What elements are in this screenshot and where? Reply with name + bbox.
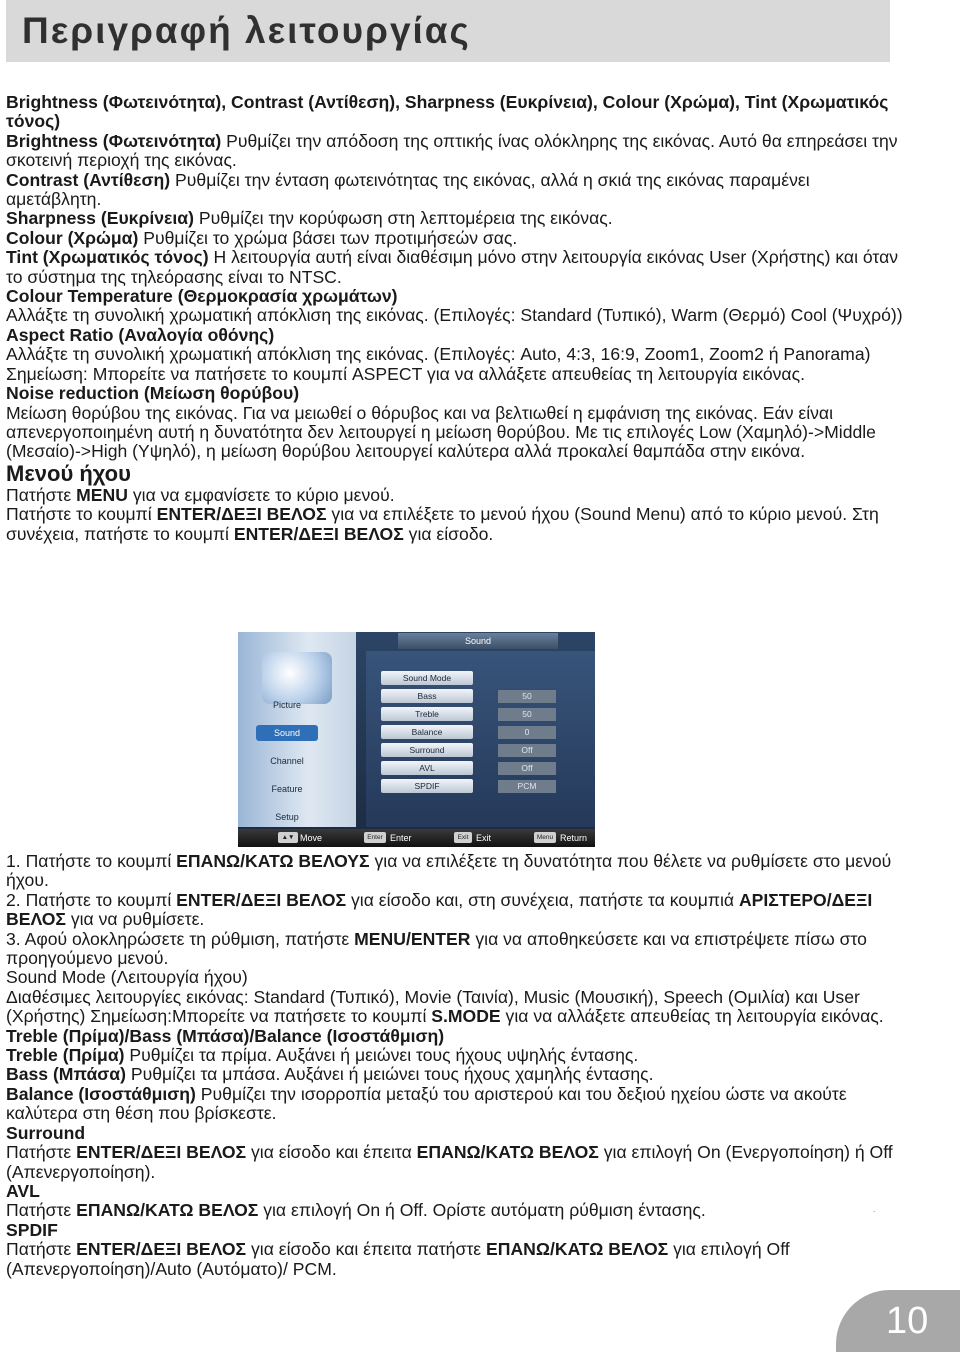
text: Ρυθμίζει τα πρίμα. Αυξάνει ή μειώνει τους ήχους υψηλής έντασης.	[124, 1045, 639, 1066]
footer-enter: Enter	[390, 833, 412, 843]
text: για είσοδο και έπειτα	[246, 1142, 417, 1163]
bold-heading: Treble (Πρίμα)	[6, 1045, 125, 1066]
text: Πατήστε το κουμπί	[20, 889, 177, 910]
spdif-value: PCM	[498, 780, 556, 793]
bold-heading: Sharpness (Ευκρίνεια)	[6, 208, 194, 229]
paragraph	[6, 1124, 906, 1143]
text: για είσοδο και, στη συνέχεια, πατήστε τα κουμπιά	[346, 889, 739, 910]
paragraph	[6, 93, 906, 132]
treble-value: 50	[498, 708, 556, 721]
text: Σημείωση: Μπορείτε να πατήσετε το κουμπί ASPECT για να αλλάξετε απευθείας τη λειτουργία εικόνας.	[6, 363, 805, 384]
sidebar-item-channel[interactable]: Channel	[270, 756, 304, 766]
sidebar-item-feature[interactable]: Feature	[271, 784, 303, 794]
bold-heading: Brightness (Φωτεινότητα)	[6, 130, 222, 151]
key-label: S.MODE	[431, 1006, 501, 1027]
text: για είσοδο και έπειτα πατήστε	[246, 1239, 487, 1260]
text: Αλλάξτε τη συνολική χρωματική απόκλιση της εικόνας. (Επιλογές: Auto, 4:3, 16:9, Zoom1, Zoom2 ή Panorama)	[6, 344, 871, 365]
menu-key-icon: Menu	[534, 832, 556, 843]
exit-key-icon: Exit	[454, 832, 472, 843]
paragraph	[6, 306, 906, 325]
step-item	[6, 852, 906, 891]
text: Πατήστε	[6, 1200, 77, 1221]
key-label: MENU/ENTER	[354, 928, 471, 949]
sound-mode-title: Sound Mode (Λειτουργία ήχου)	[6, 967, 248, 988]
text: για επιλογή Off (Απενεργοποίηση)/Auto (Αυτόματο)/ PCM.	[6, 1239, 790, 1279]
key-label: ΕΠΑΝΩ/ΚΑΤΩ ΒΕΛΟΥΣ	[176, 851, 370, 871]
paragraph	[6, 209, 906, 228]
paragraph	[6, 229, 906, 248]
footer-exit: Exit	[476, 833, 492, 843]
text: για να αποθηκεύσετε και να επιστρέψετε πίσω στο προηγούμενο μενού.	[6, 928, 867, 969]
paragraph	[6, 287, 906, 306]
text: Αλλάξτε τη συνολική χρωματική απόκλιση της εικόνας. (Επιλογές: Standard (Τυπικό), Warm (Θερμό) Cool (Ψυχρό))	[6, 305, 903, 326]
bold-heading: Brightness (Φωτεινότητα), Contrast (Αντίθεση), Sharpness (Ευκρίνεια), Colour (Χρώμα), Tint (Χρωματικός τόνος)	[6, 92, 889, 132]
text: Ρυθμίζει την απόδοση της οπτικής ίνας ολόκληρης της εικόνας. Αυτό θα επηρεάσει την σκοτεινή περιοχή της εικόνας.	[6, 130, 898, 171]
paragraph	[6, 1065, 906, 1084]
step-item	[6, 891, 906, 930]
paragraph	[6, 326, 906, 345]
key-label: ENTER/ΔΕΞΙ ΒΕΛΟΣ	[156, 504, 327, 525]
paragraph	[6, 345, 906, 364]
step-item	[6, 930, 906, 969]
menu-item-balance[interactable]: Balance	[381, 725, 473, 739]
key-label: ΑΡΙΣΤΕΡΟ/ΔΕΞΙ ΒΕΛΟΣ	[6, 889, 873, 930]
bold-heading: Colour (Χρώμα)	[6, 227, 139, 248]
paragraph	[6, 404, 906, 462]
menu-item-surround[interactable]: Surround	[381, 743, 473, 757]
sidebar-item-picture[interactable]: Picture	[272, 700, 301, 710]
sidebar-item-sound[interactable]: Sound	[256, 725, 318, 741]
enter-key-icon: Enter	[364, 832, 386, 843]
osd-footer	[238, 829, 595, 847]
text: Μείωση θορύβου της εικόνας. Για να μειωθεί ο θόρυβος και να βελτιωθεί η εμφάνιση της εικόνας. Εάν είναι απενεργοποιημένη αυτή η δυνατότητα δεν λειτουργεί η μείωση θορύβου. Με τις επιλογές Low (Χαμηλό)->Middle (Μεσαίο)->High (Υψηλό), η μείωση θορύβου λειτουργεί καλύτερα αλλά προκαλεί θαμπάδα στην εικόνα.	[6, 402, 876, 462]
menu-item-avl[interactable]: AVL	[381, 761, 473, 775]
text: Αφού ολοκληρώσετε τη ρύθμιση, πατήστε	[20, 928, 355, 949]
bold-heading: Aspect Ratio (Αναλογία οθόνης)	[6, 324, 275, 345]
bold-heading: Surround	[6, 1122, 86, 1143]
osd-title: Sound	[398, 633, 558, 649]
text: για να επιλέξετε το μενού ήχου (Sound Menu) από το κύριο μενού. Στη συνέχεια, πατήστε το κουμπί	[6, 504, 879, 544]
text: Ρυθμίζει την ένταση φωτεινότητας της εικόνας, αλλά η σκιά της εικόνας παραμένει αμετάβλητη.	[6, 169, 810, 210]
paragraph	[6, 486, 906, 505]
paragraph	[6, 1027, 906, 1046]
bold-heading: SPDIF	[6, 1219, 58, 1240]
page-title: Περιγραφή λειτουργίας	[22, 10, 471, 51]
osd-sidebar	[238, 632, 356, 827]
key-label: ENTER/ΔΕΞΙ ΒΕΛΟΣ	[233, 523, 404, 544]
paragraph	[6, 988, 906, 1027]
text: για επιλογή On (Ενεργοποίηση) ή Off (Απενεργοποίηση).	[6, 1142, 893, 1182]
menu-item-bass[interactable]: Bass	[381, 689, 473, 703]
bold-heading: Colour Temperature (Θερμοκρασία χρωμάτων)	[6, 286, 398, 307]
key-label: ΕΠΑΝΩ/ΚΑΤΩ ΒΕΛΟΣ	[486, 1239, 669, 1260]
sidebar-item-setup[interactable]: Setup	[275, 812, 299, 822]
text: Ρυθμίζει το χρώμα βάσει των προτιμήσεών σας.	[138, 227, 518, 248]
step-number: 3.	[6, 928, 21, 949]
text: για να ρυθμίσετε.	[65, 909, 205, 930]
text: για επιλογή On ή Off. Ορίστε αυτόματη ρύθμιση έντασης.	[258, 1200, 706, 1221]
key-label: ENTER/ΔΕΞΙ ΒΕΛΟΣ	[76, 1239, 247, 1260]
paragraph	[6, 1221, 906, 1240]
text: για να αλλάξετε απευθείας τη λειτουργία εικόνας.	[500, 1006, 884, 1027]
move-key-icon: ▲▼	[278, 832, 298, 843]
balance-value: 0	[498, 726, 556, 739]
header-bar	[6, 0, 890, 62]
text: Ρυθμίζει την ισορροπία μεταξύ του αριστερού και του δεξιού ηχείου ώστε να ακούτε καλύτερα στη θέση που βρίσκεστε.	[6, 1083, 847, 1124]
text: για να εμφανίσετε το κύριο μενού.	[127, 484, 395, 505]
text: Πατήστε το κουμπί	[6, 504, 157, 525]
bold-heading: Treble (Πρίμα)/Bass (Μπάσα)/Balance (Ισοστάθμιση)	[6, 1025, 445, 1046]
footer-return: Return	[560, 833, 588, 843]
text: Διαθέσιμες λειτουργίες εικόνας: Standard (Τυπικό), Movie (Ταινία), Music (Μουσική), Speech (Ομιλία) και User (Χρήστης) Σημείωση:Μπορείτε να πατήσετε το κουμπί	[6, 986, 860, 1027]
paragraph	[6, 1182, 906, 1201]
paragraph	[6, 1085, 906, 1124]
text: Η λειτουργία αυτή είναι διαθέσιμη μόνο στην λειτουργία εικόνας User (Χρήστης) και όταν το σύστημα της τηλεόρασης είναι το NTSC.	[6, 247, 899, 287]
paragraph	[6, 505, 906, 544]
menu-item-spdif[interactable]: SPDIF	[381, 779, 473, 793]
paragraph	[6, 365, 906, 384]
bass-value: 50	[498, 690, 556, 703]
bold-heading: Noise reduction (Μείωση θορύβου)	[6, 383, 300, 404]
paragraph	[6, 1201, 906, 1220]
paragraph	[6, 132, 906, 171]
text: για να επιλέξετε τη δυνατότητα που θέλετε να ρυθμίσετε στο μενού ήχου.	[6, 851, 892, 891]
text: Πατήστε	[6, 1142, 77, 1163]
sound-settings-section	[6, 852, 906, 1279]
text: Ρυθμίζει τα μπάσα. Αυξάνει ή μειώνει τους ήχους χαμηλής έντασης.	[125, 1064, 654, 1085]
text: για είσοδο.	[403, 523, 494, 544]
text: Πατήστε	[6, 484, 77, 505]
key-label: ENTER/ΔΕΞΙ ΒΕΛΟΣ	[76, 1142, 247, 1163]
menu-item-treble[interactable]: Treble	[381, 707, 473, 721]
paragraph	[6, 1143, 906, 1182]
paragraph	[6, 1046, 906, 1065]
step-number: 2.	[6, 889, 21, 910]
surround-value: Off	[498, 744, 556, 757]
sound-menu-screenshot	[238, 632, 595, 847]
paragraph	[6, 248, 906, 287]
key-label: MENU	[76, 484, 128, 505]
paragraph	[6, 1240, 906, 1279]
picture-settings-section	[6, 93, 906, 544]
paragraph	[6, 384, 906, 403]
page-number: 10	[886, 1300, 929, 1342]
key-label: ΕΠΑΝΩ/ΚΑΤΩ ΒΕΛΟΣ	[416, 1142, 599, 1163]
bold-heading: Contrast (Αντίθεση)	[6, 169, 171, 190]
key-label: ΕΠΑΝΩ/ΚΑΤΩ ΒΕΛΟΣ	[76, 1200, 259, 1221]
text: Ρυθμίζει την κορύφωση στη λεπτομέρεια της εικόνας.	[193, 208, 613, 229]
bold-heading: AVL	[6, 1180, 40, 1201]
bold-heading: Balance (Ισοστάθμιση)	[6, 1083, 196, 1104]
key-label: ENTER/ΔΕΞΙ ΒΕΛΟΣ	[176, 889, 347, 910]
paragraph	[6, 171, 906, 210]
text: Πατήστε το κουμπί	[20, 851, 177, 871]
avl-value: Off	[498, 762, 556, 775]
text: Πατήστε	[6, 1239, 77, 1260]
step-number: 1.	[6, 851, 21, 871]
footer-move: Move	[300, 833, 323, 843]
bold-heading: Bass (Μπάσα)	[6, 1064, 126, 1085]
page-number-tab	[836, 1290, 960, 1352]
decorative-dot: .	[873, 1205, 876, 1214]
menu-item-sound-mode[interactable]: Sound Mode	[381, 671, 473, 685]
bold-heading: Tint (Χρωματικός τόνος)	[6, 247, 209, 268]
sound-menu-heading: Μενού ήχου	[6, 460, 131, 486]
